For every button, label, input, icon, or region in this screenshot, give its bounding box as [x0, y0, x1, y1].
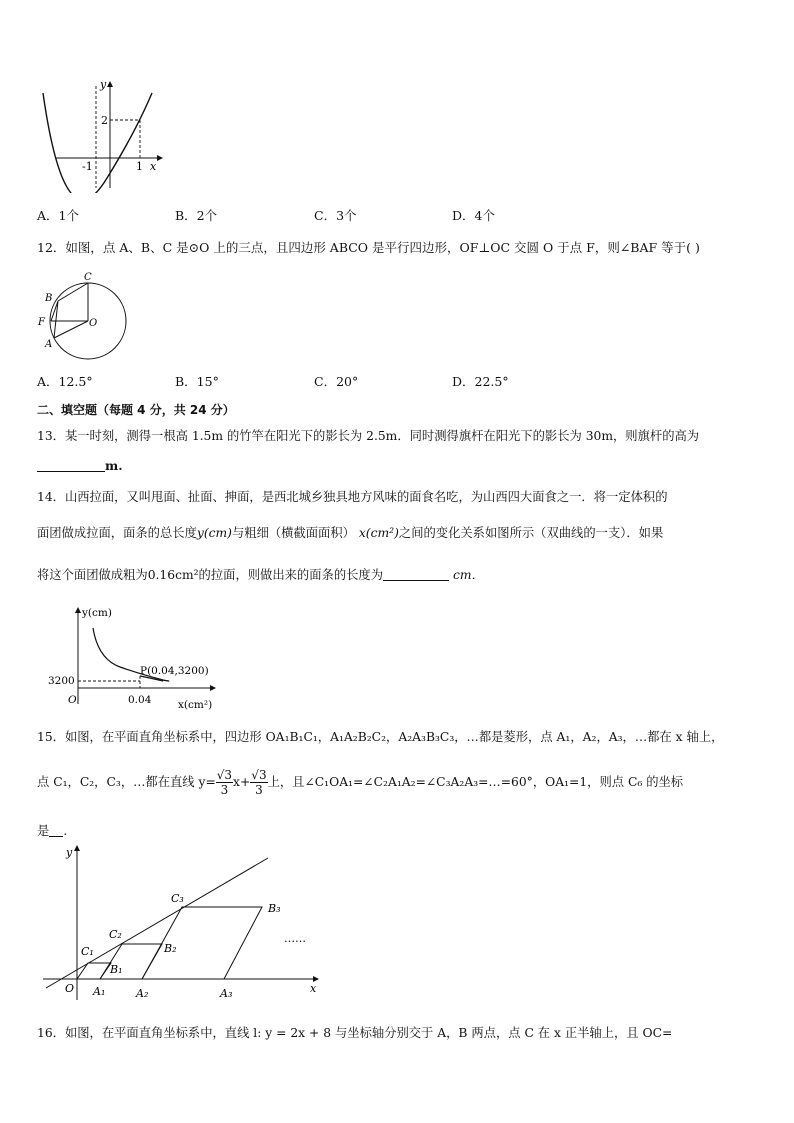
- q16-line1: 16．如图，在平面直角坐标系中，直线 l: y = 2x + 8 与坐标轴分别交于 A，B 两点，点 C 在 x 正半轴上，且 OC=: [37, 1026, 673, 1040]
- q15-line3-start: 是: [37, 824, 50, 838]
- q15-label-a3: A₃: [220, 987, 233, 1000]
- q15-frac-1: [216, 768, 233, 797]
- q11-label-neg1: -1: [82, 160, 93, 173]
- q11-option-b: B．2个: [175, 208, 218, 223]
- q12-seg-ao: [54, 321, 88, 338]
- q15-frac-2-num: √3: [251, 768, 267, 782]
- q14-x-tick: 0.04: [128, 694, 152, 706]
- q14-line2-a: 面团做成拉面，面条的总长度: [37, 526, 197, 540]
- q15-line2: [37, 764, 683, 800]
- q15-line2-b: x+: [233, 775, 251, 789]
- q12-option-c: C．20°: [314, 374, 359, 389]
- q12-label-o: O: [89, 318, 98, 329]
- q14-line1: 14．山西拉面，又叫甩面、扯面、抻面，是西北城乡独具地方风味的面食名吃，为山西四大面食之一．将一定体积的: [37, 490, 668, 504]
- q14-line2-c: 之间的变化关系如图所示（双曲线的一支）．如果: [398, 526, 664, 540]
- q11-option-c: C．3个: [314, 208, 357, 223]
- q15-frac-1-num: √3: [216, 768, 233, 782]
- q12-label-f: F: [38, 317, 45, 328]
- q14-line3: [37, 566, 484, 584]
- q13-line1: 13．某一时刻，测得一根高 1.5m 的竹竿在阳光下的影长为 2.5m．同时测得旗杆在阳光下的影长为 30m，则旗杆的高为: [37, 429, 700, 443]
- q15-label-o: O: [65, 982, 75, 995]
- q15-answer-blank[interactable]: [49, 822, 63, 837]
- q14-line2: [37, 524, 663, 542]
- q15-line3: [37, 822, 67, 840]
- q14-y-var: y(cm): [196, 526, 232, 540]
- q14-hyperbola-figure: [40, 604, 220, 712]
- q12-label-c: C: [84, 272, 92, 283]
- q11-y-arrow: [107, 81, 113, 87]
- q13-answer-blank[interactable]: [37, 457, 105, 472]
- q15-frac-2-den: 3: [255, 783, 263, 797]
- q15-label-b2: B₂: [164, 942, 177, 955]
- q15-label-b1: B₁: [110, 963, 123, 976]
- section2-title: 二、填空题（每题 4 分，共 24 分）: [37, 403, 235, 417]
- q11-option-a: A．1个: [37, 208, 79, 223]
- q14-line2-b: 与粗细（横截面面积）: [231, 526, 355, 540]
- q15-line-l: [46, 858, 268, 988]
- q11-x-arrow: [157, 155, 163, 161]
- q14-answer-blank[interactable]: [383, 566, 449, 581]
- q14-line3-b: 的拉面，则做出来的面条的长度为: [198, 568, 384, 582]
- q14-line3-a: 将这个面团做成粗为: [37, 568, 148, 582]
- q14-line3-c: cm．: [452, 568, 484, 582]
- q15-label-x: x: [310, 982, 317, 995]
- q11-y-label: y: [100, 78, 107, 91]
- q14-x-label: x(cm²): [178, 699, 213, 711]
- q15-label-b3: B₃: [268, 902, 281, 915]
- q13-line2: [37, 457, 123, 475]
- q15-label-a1: A₁: [93, 985, 106, 998]
- q14-origin: O: [68, 694, 77, 706]
- q15-label-c3: C₃: [171, 892, 184, 905]
- q14-x-var: x(cm²): [358, 526, 399, 540]
- q12-option-d: D．22.5°: [452, 374, 509, 389]
- q11-parabola-figure: [35, 78, 165, 193]
- q14-y-label: y(cm): [82, 607, 112, 619]
- q15-line2-c: 上，且∠C₁OA₁=∠C₂A₁A₂=∠C₃A₂A₃=…=60°，OA₁=1，则点 C₆ 的坐标: [267, 775, 684, 789]
- q15-line2-a: 点 C₁，C₂，C₃，…都在直线 y=: [37, 775, 216, 789]
- q15-rhombus-3: [142, 907, 262, 979]
- q12-stem: 12．如图，点 A、B、C 是⊙O 上的三点，且四边形 ABCO 是平行四边形，OF⊥OC 交圆 O 于点 F，则∠BAF 等于( ): [37, 240, 700, 255]
- q12-label-a: A: [45, 339, 53, 350]
- q15-label-c2: C₂: [109, 928, 122, 941]
- q14-thickness: 0.16cm²: [147, 568, 199, 582]
- q11-label-1: 1: [136, 160, 143, 173]
- q11-option-d: D．4个: [452, 208, 495, 223]
- q11-parabola-curve: [43, 93, 152, 193]
- q14-x-arrow: [210, 685, 216, 691]
- q15-frac-2: [250, 768, 267, 797]
- q15-frac-1-den: 3: [220, 783, 229, 797]
- q12-option-a: A．12.5°: [37, 374, 93, 389]
- q15-label-c1: C₁: [81, 945, 94, 958]
- q14-point-label: P(0.04,3200): [140, 665, 209, 677]
- q13-unit: m.: [105, 458, 123, 473]
- q12-option-b: B．15°: [175, 374, 219, 389]
- q15-label-y: y: [66, 846, 73, 859]
- q15-line3-end: .: [63, 824, 68, 838]
- q15-line1: 15．如图，在平面直角坐标系中，四边形 OA₁B₁C₁，A₁A₂B₂C₂，A₂A₃B₃C₃，…都是菱形，点 A₁，A₂，A₃，…都在 x 轴上，: [37, 730, 724, 744]
- q11-label-2: 2: [101, 114, 108, 127]
- q15-rhombus-figure: [38, 842, 328, 1004]
- q15-label-a2: A₂: [136, 987, 149, 1000]
- q12-circle-figure: [35, 268, 135, 360]
- q15-dots: ……: [284, 932, 306, 945]
- q15-y-arrow: [74, 845, 80, 851]
- q11-x-label: x: [150, 160, 157, 173]
- q14-y-tick: 3200: [48, 675, 75, 687]
- q14-y-arrow: [75, 607, 81, 613]
- q12-label-b: B: [45, 293, 53, 304]
- q15-rhombus-1: [77, 963, 111, 979]
